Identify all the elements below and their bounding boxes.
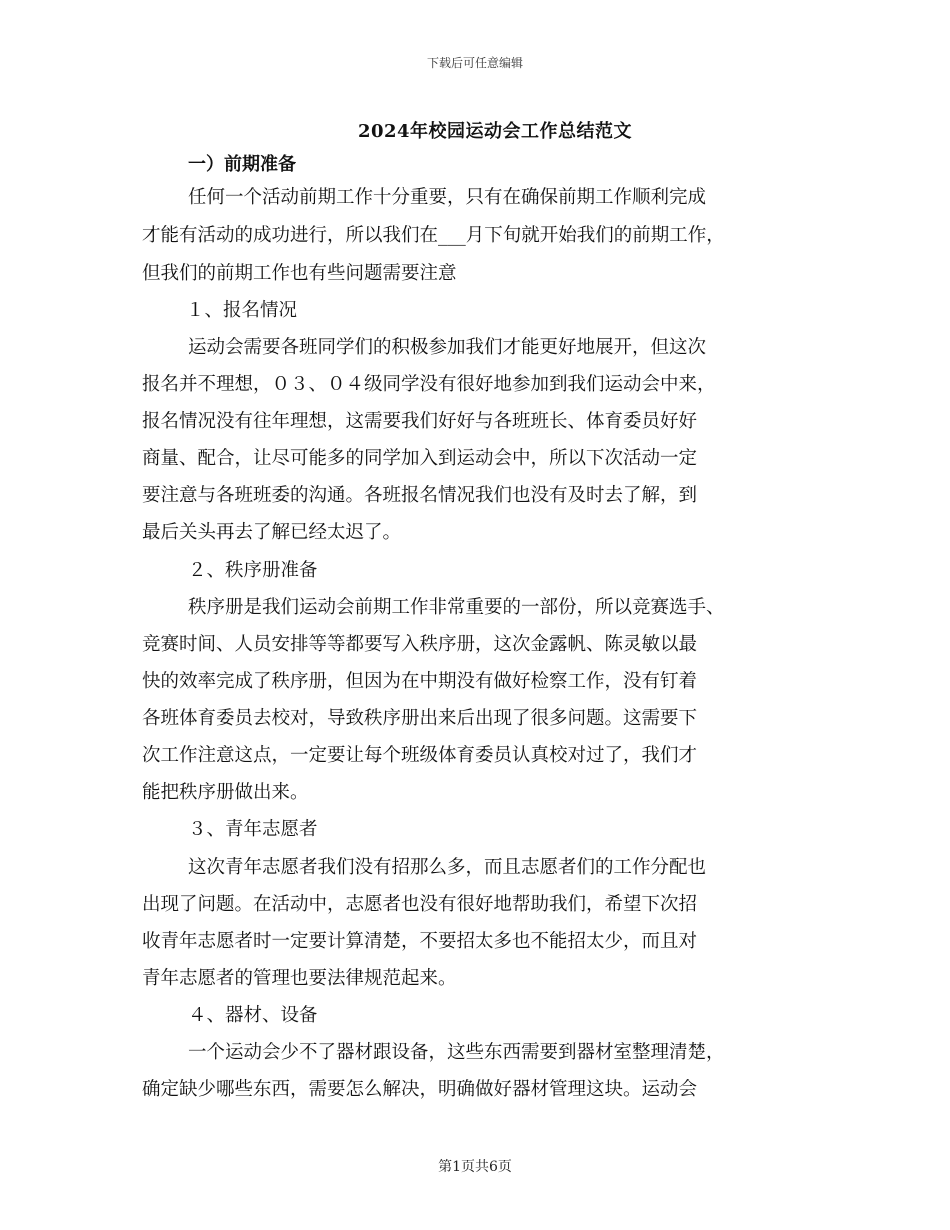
document-title: 2024年校园运动会工作总结范文: [357, 121, 633, 142]
body-line: 青年志愿者的管理也要法律规范起来。: [142, 968, 457, 989]
body-line: 竞赛时间、人员安排等等都要写入秩序册，这次金露帆、陈灵敏以最: [142, 634, 698, 655]
body-line: 要注意与各班班委的沟通。各班报名情况我们也没有及时去了解，到: [142, 485, 698, 506]
body-line: 才能有活动的成功进行，所以我们在___月下旬就开始我们的前期工作，: [142, 225, 725, 246]
body-line: 次工作注意这点，一定要让每个班级体育委员认真校对过了，我们才: [142, 745, 698, 766]
body-line: 快的效率完成了秩序册，但因为在中期没有做好检察工作，没有钉着: [142, 671, 698, 692]
body-line: 报名情况没有往年理想，这需要我们好好与各班班长、体育委员好好: [142, 411, 698, 432]
header-note: 下载后可任意编辑: [426, 56, 523, 70]
body-line: 确定缺少哪些东西，需要怎么解决，明确做好器材管理这块。运动会: [142, 1079, 698, 1100]
body-line: 任何一个活动前期工作十分重要，只有在确保前期工作顺利完成: [188, 187, 707, 208]
page-number-footer: 第1页共6页: [438, 1159, 512, 1175]
subheading-line: ２、秩序册准备: [188, 560, 318, 581]
body-line: 运动会需要各班同学们的积极参加我们才能更好地展开，但这次: [188, 337, 707, 358]
subheading-line: ４、器材、设备: [188, 1005, 318, 1026]
body-line: 能把秩序册做出来。: [142, 782, 309, 803]
section-heading: 一）前期准备: [188, 154, 296, 175]
subheading-line: １、报名情况: [186, 300, 298, 321]
body-line: 但我们的前期工作也有些问题需要注意: [142, 263, 457, 284]
body-line: 最后关头再去了解已经太迟了。: [142, 522, 402, 543]
body-line: 商量、配合，让尽可能多的同学加入到运动会中，所以下次活动一定: [142, 448, 698, 469]
body-line: 秩序册是我们运动会前期工作非常重要的一部份，所以竞赛选手、: [188, 597, 725, 618]
subheading-line: ３、青年志愿者: [188, 819, 318, 840]
body-line: 收青年志愿者时一定要计算清楚，不要招太多也不能招太少，而且对: [142, 931, 698, 952]
body-line: 报名并不理想，０３、０４级同学没有很好地参加到我们运动会中来，: [142, 374, 716, 395]
body-line: 一个运动会少不了器材跟设备，这些东西需要到器材室整理清楚，: [188, 1042, 725, 1063]
body-line: 这次青年志愿者我们没有招那么多，而且志愿者们的工作分配也: [188, 857, 707, 878]
body-line: 出现了问题。在活动中，志愿者也没有很好地帮助我们，希望下次招: [142, 894, 698, 915]
body-line: 各班体育委员去校对，导致秩序册出来后出现了很多问题。这需要下: [142, 708, 698, 729]
